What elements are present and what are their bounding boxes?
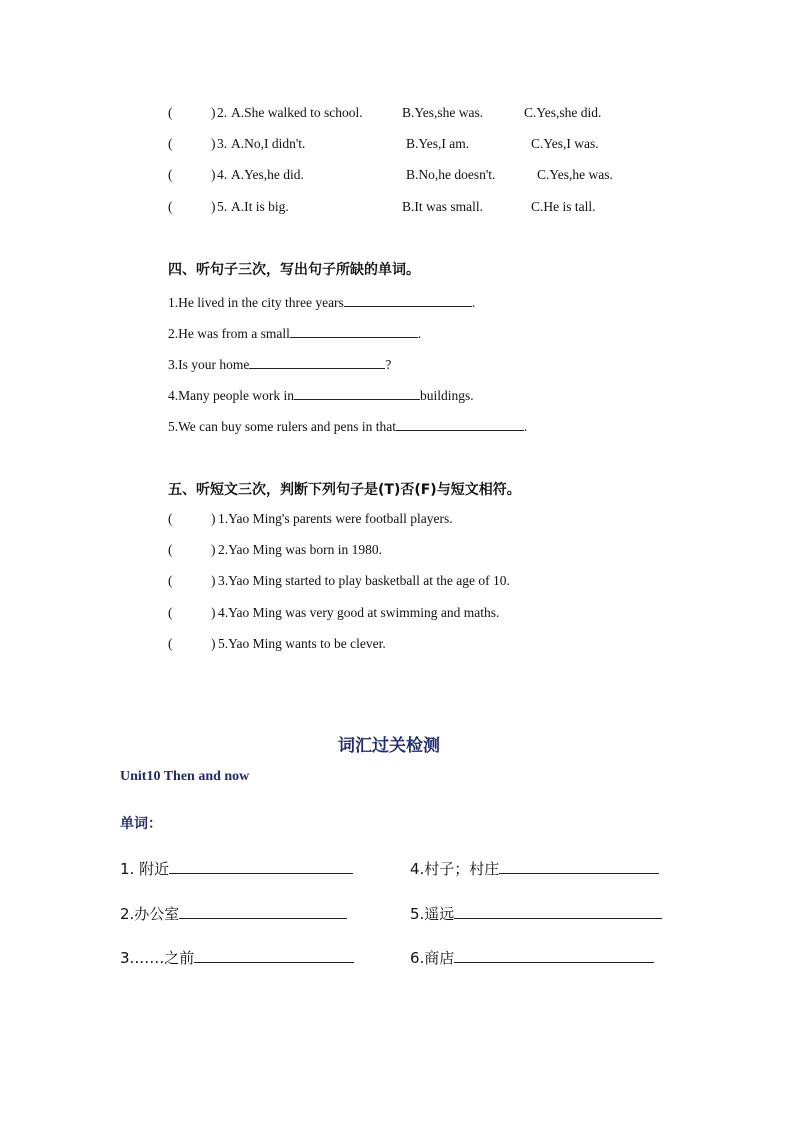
vocab-prompt: 5.遥远 — [410, 905, 455, 923]
answer-paren-open: ( — [168, 636, 173, 651]
vocab-prompt: 6.商店 — [410, 949, 455, 967]
statement-text: 2.Yao Ming was born in 1980. — [218, 542, 383, 557]
vocab-prompt: 1. 附近 — [120, 860, 170, 878]
item-number: 4. — [217, 167, 228, 182]
fill-blank-item-5 — [168, 416, 527, 436]
answer-paren-close: ) — [211, 167, 216, 182]
item-number: 2. — [217, 105, 228, 120]
vocab-item-3 — [120, 945, 354, 968]
vocab-item-5 — [410, 901, 662, 924]
sentence-end: . — [523, 419, 528, 434]
answer-paren-close: ) — [211, 542, 216, 557]
option-c: C.Yes,he was. — [537, 167, 613, 182]
answer-blank[interactable] — [454, 945, 654, 963]
fill-blank-item-4 — [168, 385, 474, 405]
answer-paren-open: ( — [168, 542, 173, 557]
sentence-start: 5.We can buy some rulers and pens in that — [168, 419, 396, 434]
option-a: A.She walked to school. — [231, 105, 363, 120]
sentence-end: ? — [385, 357, 392, 372]
option-b: B.Yes,she was. — [402, 105, 484, 120]
answer-paren-close: ) — [211, 636, 216, 651]
sentence-end: . — [417, 326, 422, 341]
answer-blank[interactable] — [294, 385, 420, 400]
option-c: C.He is tall. — [531, 199, 596, 214]
vocab-item-6 — [410, 945, 654, 968]
answer-paren-close: ) — [211, 199, 216, 214]
statement-text: 1.Yao Ming's parents were football players. — [218, 511, 453, 526]
option-b: B.It was small. — [402, 199, 483, 214]
answer-paren-open: ( — [168, 167, 173, 182]
fill-blank-item-2 — [168, 323, 421, 343]
vocab-item-2 — [120, 901, 347, 924]
vocab-title: 词汇过关检测 — [338, 736, 440, 756]
answer-blank[interactable] — [194, 945, 354, 963]
option-a: A.No,I didn't. — [231, 136, 306, 151]
answer-paren-close: ) — [211, 573, 216, 588]
answer-paren-open: ( — [168, 605, 173, 620]
vocab-item-4 — [410, 856, 659, 879]
answer-blank[interactable] — [499, 856, 659, 874]
sentence-end: . — [471, 295, 476, 310]
section4-heading: 四、听句子三次，写出句子所缺的单词。 — [168, 262, 420, 278]
answer-blank[interactable] — [290, 323, 418, 338]
sentence-start: 1.He lived in the city three years — [168, 295, 344, 310]
fill-blank-item-1 — [168, 292, 475, 312]
statement-text: 5.Yao Ming wants to be clever. — [218, 636, 386, 651]
words-label: 单词： — [120, 816, 162, 832]
option-b: B.No,he doesn't. — [406, 167, 496, 182]
option-a: A.Yes,he did. — [231, 167, 304, 182]
option-c: C.Yes,she did. — [524, 105, 602, 120]
unit-heading: Unit10 Then and now — [120, 769, 250, 784]
answer-paren-close: ) — [211, 605, 216, 620]
answer-paren-open: ( — [168, 105, 173, 120]
answer-paren-open: ( — [168, 511, 173, 526]
answer-paren-open: ( — [168, 136, 173, 151]
answer-paren-close: ) — [211, 511, 216, 526]
sentence-start: 4.Many people work in — [168, 388, 294, 403]
answer-paren-open: ( — [168, 573, 173, 588]
item-number: 5. — [217, 199, 228, 214]
sentence-start: 2.He was from a small — [168, 326, 290, 341]
sentence-end: buildings. — [419, 388, 474, 403]
vocab-prompt: 2.办公室 — [120, 905, 180, 923]
answer-blank[interactable] — [454, 901, 662, 919]
option-a: A.It is big. — [231, 199, 289, 214]
answer-paren-close: ) — [211, 136, 216, 151]
answer-blank[interactable] — [249, 354, 385, 369]
vocab-prompt: 4.村子；村庄 — [410, 860, 500, 878]
sentence-start: 3.Is your home — [168, 357, 250, 372]
statement-text: 4.Yao Ming was very good at swimming and maths. — [218, 605, 500, 620]
answer-paren-close: ) — [211, 105, 216, 120]
vocab-prompt: 3.……之前 — [120, 949, 195, 967]
answer-blank[interactable] — [179, 901, 347, 919]
item-number: 3. — [217, 136, 228, 151]
statement-text: 3.Yao Ming started to play basketball at the age of 10. — [218, 573, 510, 588]
answer-blank[interactable] — [396, 416, 524, 431]
option-b: B.Yes,I am. — [406, 136, 470, 151]
answer-paren-open: ( — [168, 199, 173, 214]
answer-blank[interactable] — [169, 856, 353, 874]
option-c: C.Yes,I was. — [531, 136, 599, 151]
fill-blank-item-3 — [168, 354, 391, 374]
vocab-item-1 — [120, 856, 353, 879]
section5-heading: 五、听短文三次，判断下列句子是(T)否(F)与短文相符。 — [168, 482, 521, 498]
answer-blank[interactable] — [344, 292, 472, 307]
